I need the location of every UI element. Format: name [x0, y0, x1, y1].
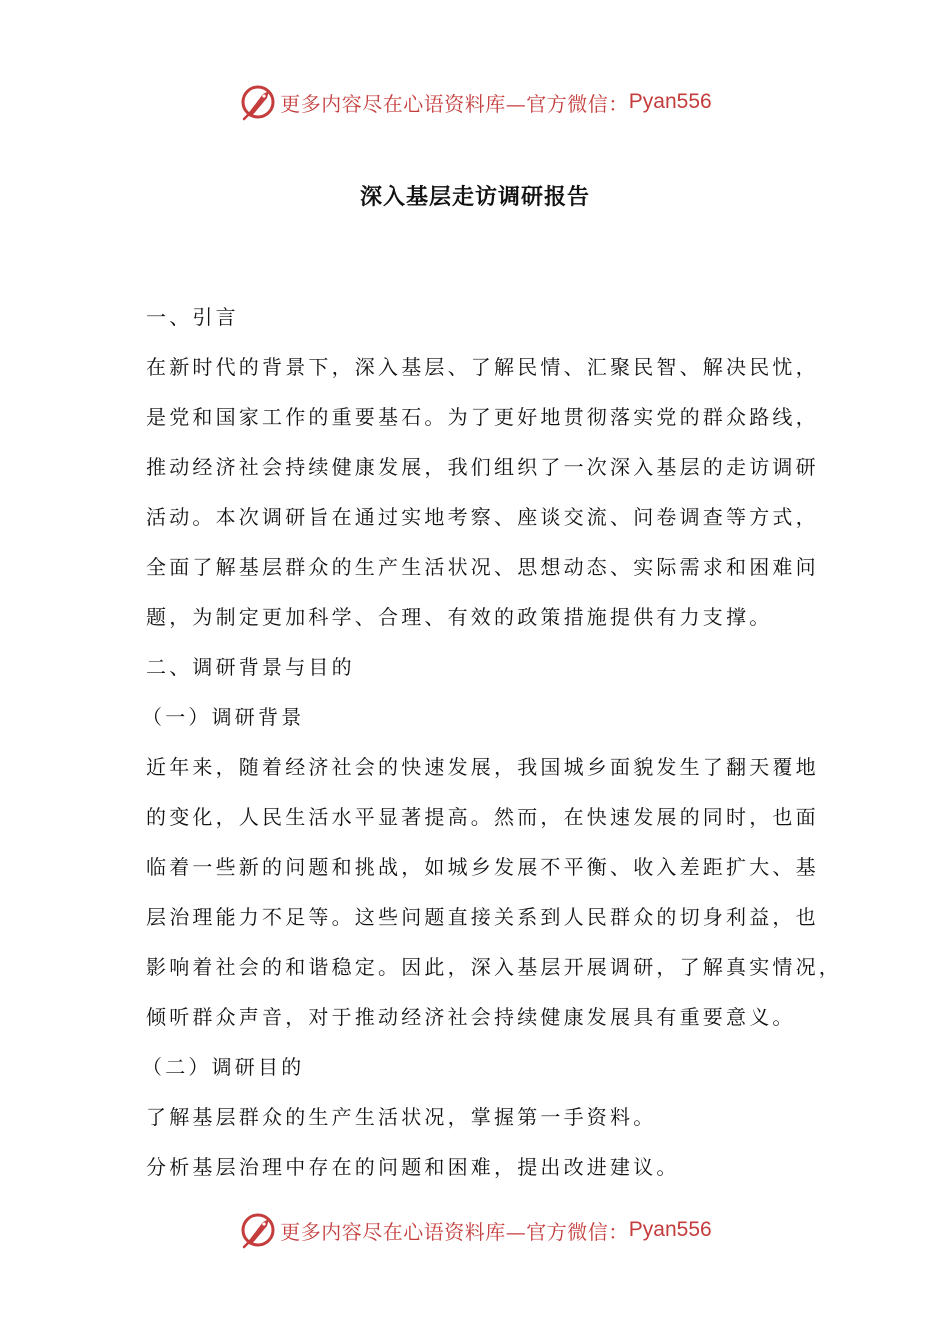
paragraph-line: 题，为制定更加科学、合理、有效的政策措施提供有力支撑。 [146, 605, 773, 629]
list-item: 分析基层治理中存在的问题和困难，提出改进建议。 [146, 1155, 680, 1179]
document-body [142, 292, 842, 1192]
section-heading-intro: 一、引言 [146, 305, 239, 329]
watermark-text: 更多内容尽在心语资料库—官方微信： [280, 1219, 629, 1244]
paragraph-line: 推动经济社会持续健康发展，我们组织了一次深入基层的走访调研 [146, 455, 819, 479]
paragraph-line: 层治理能力不足等。这些问题直接关系到人民群众的切身利益，也 [146, 905, 819, 929]
paragraph-line: 活动。本次调研旨在通过实地考察、座谈交流、问卷调查等方式， [146, 505, 819, 529]
subsection-heading-purpose: （二）调研目的 [142, 1055, 305, 1079]
watermark-text: 更多内容尽在心语资料库—官方微信： [280, 91, 629, 116]
paragraph-line: 近年来，随着经济社会的快速发展，我国城乡面貌发生了翻天覆地 [146, 755, 819, 779]
list-item: 了解基层群众的生产生活状况，掌握第一手资料。 [146, 1105, 657, 1129]
pen-nib-logo-icon [238, 1210, 278, 1250]
footer-watermark [0, 1208, 950, 1252]
paragraph-line: 在新时代的背景下，深入基层、了解民情、汇聚民智、解决民忧， [146, 355, 819, 379]
header-watermark [0, 80, 950, 124]
paragraph-line: 是党和国家工作的重要基石。为了更好地贯彻落实党的群众路线， [146, 405, 819, 429]
paragraph-line: 临着一些新的问题和挑战，如城乡发展不平衡、收入差距扩大、基 [146, 855, 819, 879]
watermark-wechat-id: Pyan556 [628, 1218, 712, 1241]
pen-nib-logo-icon [238, 82, 278, 122]
watermark-wechat-id: Pyan556 [628, 90, 712, 113]
document-title: 深入基层走访调研报告 [359, 184, 590, 210]
paragraph-line: 全面了解基层群众的生产生活状况、思想动态、实际需求和困难问 [146, 555, 819, 579]
paragraph-line: 倾听群众声音，对于推动经济社会持续健康发展具有重要意义。 [146, 1005, 796, 1029]
paragraph-line: 的变化，人民生活水平显著提高。然而，在快速发展的同时，也面 [146, 805, 819, 829]
subsection-heading-background: （一）调研背景 [142, 705, 305, 729]
paragraph-line: 影响着社会的和谐稳定。因此，深入基层开展调研，了解真实情况， [146, 955, 842, 979]
section-heading-background-purpose: 二、调研背景与目的 [146, 655, 355, 679]
